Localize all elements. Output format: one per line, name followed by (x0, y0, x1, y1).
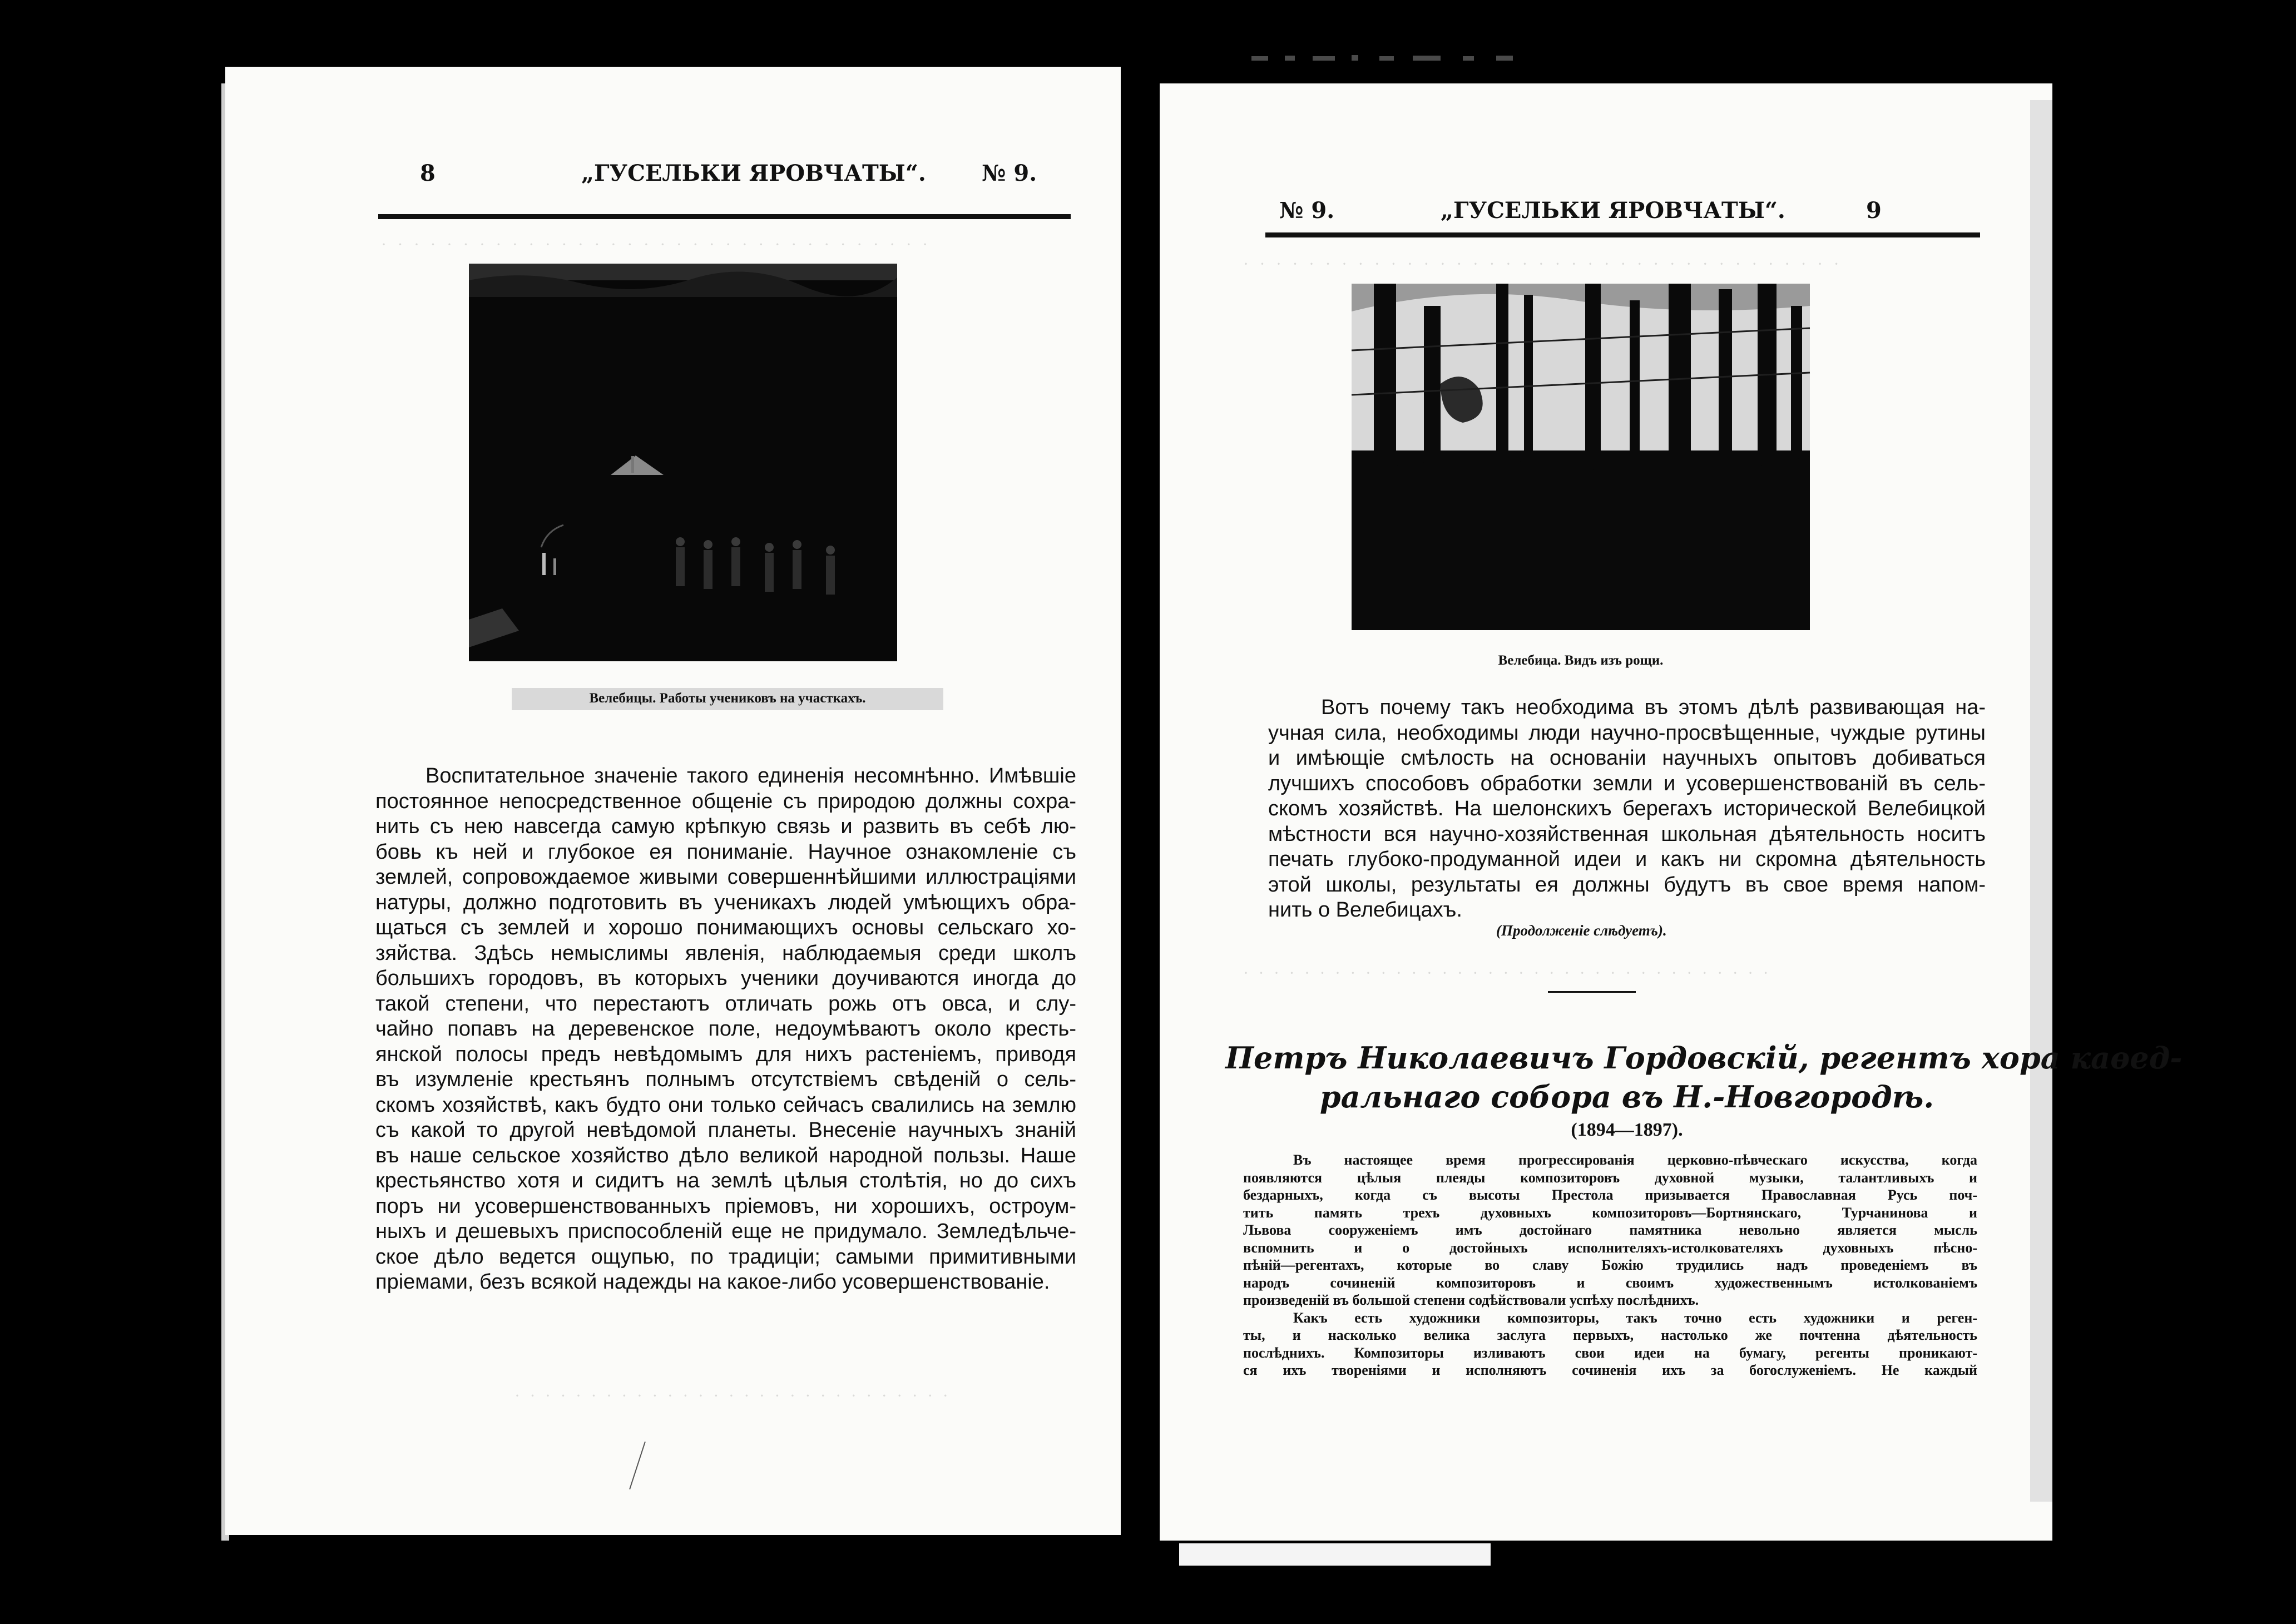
article-body-line: появляются цѣлыя плеяды композиторовъ духовной музыки, талантливыхъ и (1243, 1169, 1977, 1186)
left-body-line: натуры, должно подготовить въ ученикахъ людей умѣющихъ обра- (375, 890, 1076, 914)
right-page-number: 9 (1866, 197, 1882, 224)
article-body-line: Львова сооруженiемъ имъ достойнаго памятника невольно является мысль (1243, 1222, 1977, 1238)
left-page-number: 8 (420, 160, 436, 186)
scan-noise-bottom (1179, 1543, 1491, 1566)
left-bleedthrough-text: · · · · · · · · · · · · · · · · · · · · · · · · · · · · · · · · · · (381, 235, 932, 254)
left-body-line: прiемами, безъ всякой надежды на какое-либо усовершенствованiе. (375, 1270, 1050, 1294)
photo-grove-view (1352, 284, 1810, 630)
article-body-line: вспомнить и о достойныхъ исполнителяхъ-истолкователяхъ духовныхъ пѣсно- (1243, 1239, 1977, 1256)
right-body-line: лучшихъ способовъ обработки земли и усовершенствованiй въ сель- (1268, 771, 1986, 795)
right-body-line: печать глубоко-продуманной идеи и какъ ни скромна дѣятельность (1268, 848, 1986, 871)
right-body-line: мѣстности вся научно-хозяйственная школьная дѣятельность носитъ (1268, 822, 1986, 846)
article-body-line: тить память трехъ духовныхъ композиторовъ—Бортнянскаго, Турчанинова и (1243, 1204, 1977, 1221)
left-body-line: ское дѣло ведется ощупью, по традицiи; самыми примитивными (375, 1245, 1076, 1269)
left-body-line: щаться съ землей и хорошо понимающихъ основы сельскаго хо- (375, 916, 1076, 939)
right-issue-number: № 9. (1279, 197, 1335, 224)
left-body-line: нить съ нею навсегда самую крѣпкую связь и развить въ себѣ лю- (375, 815, 1076, 838)
left-body-line: янской полосы предъ невѣдомымъ для нихъ растенiемъ, приводя (375, 1042, 1076, 1066)
right-photo-caption: Велебица. Видъ изъ рощи. (1498, 653, 1664, 668)
left-body-line: ныхъ и дешевыхъ приспособленiй еще не придумало. Земледѣльче- (375, 1220, 1076, 1243)
left-body-line: чайно попавъ на деревенское поле, недоумѣваютъ около кресть- (375, 1017, 1076, 1041)
article-body-line: народъ сочиненiй композиторовъ и своимъ художественнымъ истолкованiемъ (1243, 1274, 1977, 1291)
left-issue-number: № 9. (982, 160, 1037, 186)
article-body-line: Какъ есть художники композиторы, такъ точно есть художники и реген- (1293, 1309, 1977, 1326)
article-body-line: ты, и насколько велика заслуга первыхъ, настолько же почтенна дѣятельность (1243, 1327, 1977, 1343)
article-years: (1894—1897). (1571, 1120, 1683, 1140)
article-body-line: послѣднихъ. Композиторы изливаютъ свои идеи на бумагу, регенты проникают- (1243, 1344, 1977, 1361)
left-body-line: постоянное непосредственное общенiе съ природою должны сохра- (375, 789, 1076, 813)
left-body-line: скомъ хозяйствѣ, какъ будто они только сейчасъ свалились на землю (375, 1093, 1076, 1117)
left-body-line: землей, сопровождаемое живыми совершеннѣйшими иллюстрацiями (375, 865, 1076, 889)
left-photo-caption: Велебицы. Работы учениковъ на участкахъ. (589, 691, 866, 706)
right-page-edge (2030, 100, 2052, 1502)
left-bleedthrough-bottom: · · · · · · · · · · · · · · · · · · · · · · · · · · · · · (514, 1387, 951, 1405)
left-body-line: поръ ни усовершенствованныхъ прiемовъ, ни хорошихъ, остроум- (375, 1194, 1076, 1218)
left-body-line: большихъ городовъ, въ которыхъ ученики доучиваются иногда до (375, 967, 1076, 990)
left-body-line: крестьянство хотя и сидитъ на землѣ цѣлыя столѣтiя, но до сихъ (375, 1169, 1076, 1192)
left-journal-title: „ГУСЕЛЬКИ ЯРОВЧАТЫ“. (581, 160, 926, 186)
left-body-line: въ изумленiе крестьянъ полнымъ отсутствiемъ свѣденiй о сель- (375, 1068, 1076, 1091)
left-body-text (375, 764, 1076, 1295)
right-body-text (1268, 695, 1986, 923)
photo-students-working-image (469, 264, 897, 661)
article-body-line: Въ настоящее время прогрессированiя церковно-пѣвческаго искусства, когда (1293, 1152, 1977, 1168)
right-body-line: скомъ хозяйствѣ. На шелонскихъ берегахъ исторической Велебицкой (1268, 797, 1986, 820)
photo-students-working (469, 264, 897, 661)
article-body-line: произведенiй въ большой степени содѣйствовали успѣху послѣднихъ. (1243, 1292, 1699, 1308)
left-body-line: бовь къ ней и глубокое ея пониманiе. Научное ознакомленiе съ (375, 840, 1076, 864)
right-header-rule (1265, 232, 1980, 237)
left-page (225, 67, 1121, 1535)
right-bleedthrough-text: · · · · · · · · · · · · · · · · · · · · · · · · · · · · · · · · · · · · · (1243, 255, 1843, 273)
scan-noise-top (1240, 53, 1546, 64)
article-body-line: бездарныхъ, когда съ высоты Престола призывается Православная Русь поч- (1243, 1187, 1977, 1203)
right-body-line: Вотъ почему такъ необходима въ этомъ дѣлѣ развивающая на- (1321, 696, 1986, 719)
right-body-line: этой школы, результаты ея должны будутъ въ свое время напом- (1268, 873, 1986, 897)
scan-noise-top-marks (1240, 53, 1546, 64)
article-body-line: ся ихъ творенiями и исполняютъ сочиненiя ихъ за богослуженiемъ. Не каждый (1243, 1362, 1977, 1378)
photo-grove-view-image (1352, 284, 1810, 630)
continued-note: (Продолженiе слѣдуетъ). (1496, 922, 1667, 939)
article-title-line2: ральнаго собора въ Н.-Новгородѣ. (1319, 1079, 1934, 1115)
right-page (1160, 83, 2183, 1541)
right-journal-title: „ГУСЕЛЬКИ ЯРОВЧАТЫ“. (1441, 197, 1785, 224)
left-header-rule (378, 214, 1071, 219)
left-body-line: зяйства. Здѣсь немыслимы явленiя, наблюдаемыя среди школъ (375, 941, 1076, 965)
section-divider (1548, 991, 1636, 993)
left-body-line: Воспитательное значенiе такого единенiя несомнѣнно. Имѣвшiе (425, 764, 1076, 788)
article-body-text (1243, 1151, 1977, 1379)
left-scratch-mark (629, 1442, 646, 1489)
article-body-line: пѣнiй—регентахъ, которые во славу Божiю трудились надъ проведенiемъ въ (1243, 1257, 1977, 1273)
left-body-line: такой степени, что перестаютъ отличать рожь отъ овса, и слу- (375, 992, 1076, 1016)
right-body-line: и имѣющiе смѣлость на основанiи научныхъ опытовъ добиваться (1268, 746, 1986, 770)
left-body-line: въ наше сельское хозяйство дѣло великой народной пользы. Наше (375, 1143, 1076, 1167)
right-bleedthrough-mid: · · · · · · · · · · · · · · · · · · · · · · · · · · · · · · · · · · · (1243, 964, 1772, 982)
left-body-line: съ какой то другой невѣдомой планеты. Внесенiе научныхъ знанiй (375, 1118, 1076, 1142)
right-body-line: учная сила, необходимы люди научно-просвѣщенные, чуждые рутины (1268, 721, 1986, 745)
article-title-line1: Петръ Николаевичъ Гордовскiй, регентъ хора каѳед- (1225, 1040, 2183, 1076)
right-body-line: нить о Велебицахъ. (1268, 898, 1462, 922)
